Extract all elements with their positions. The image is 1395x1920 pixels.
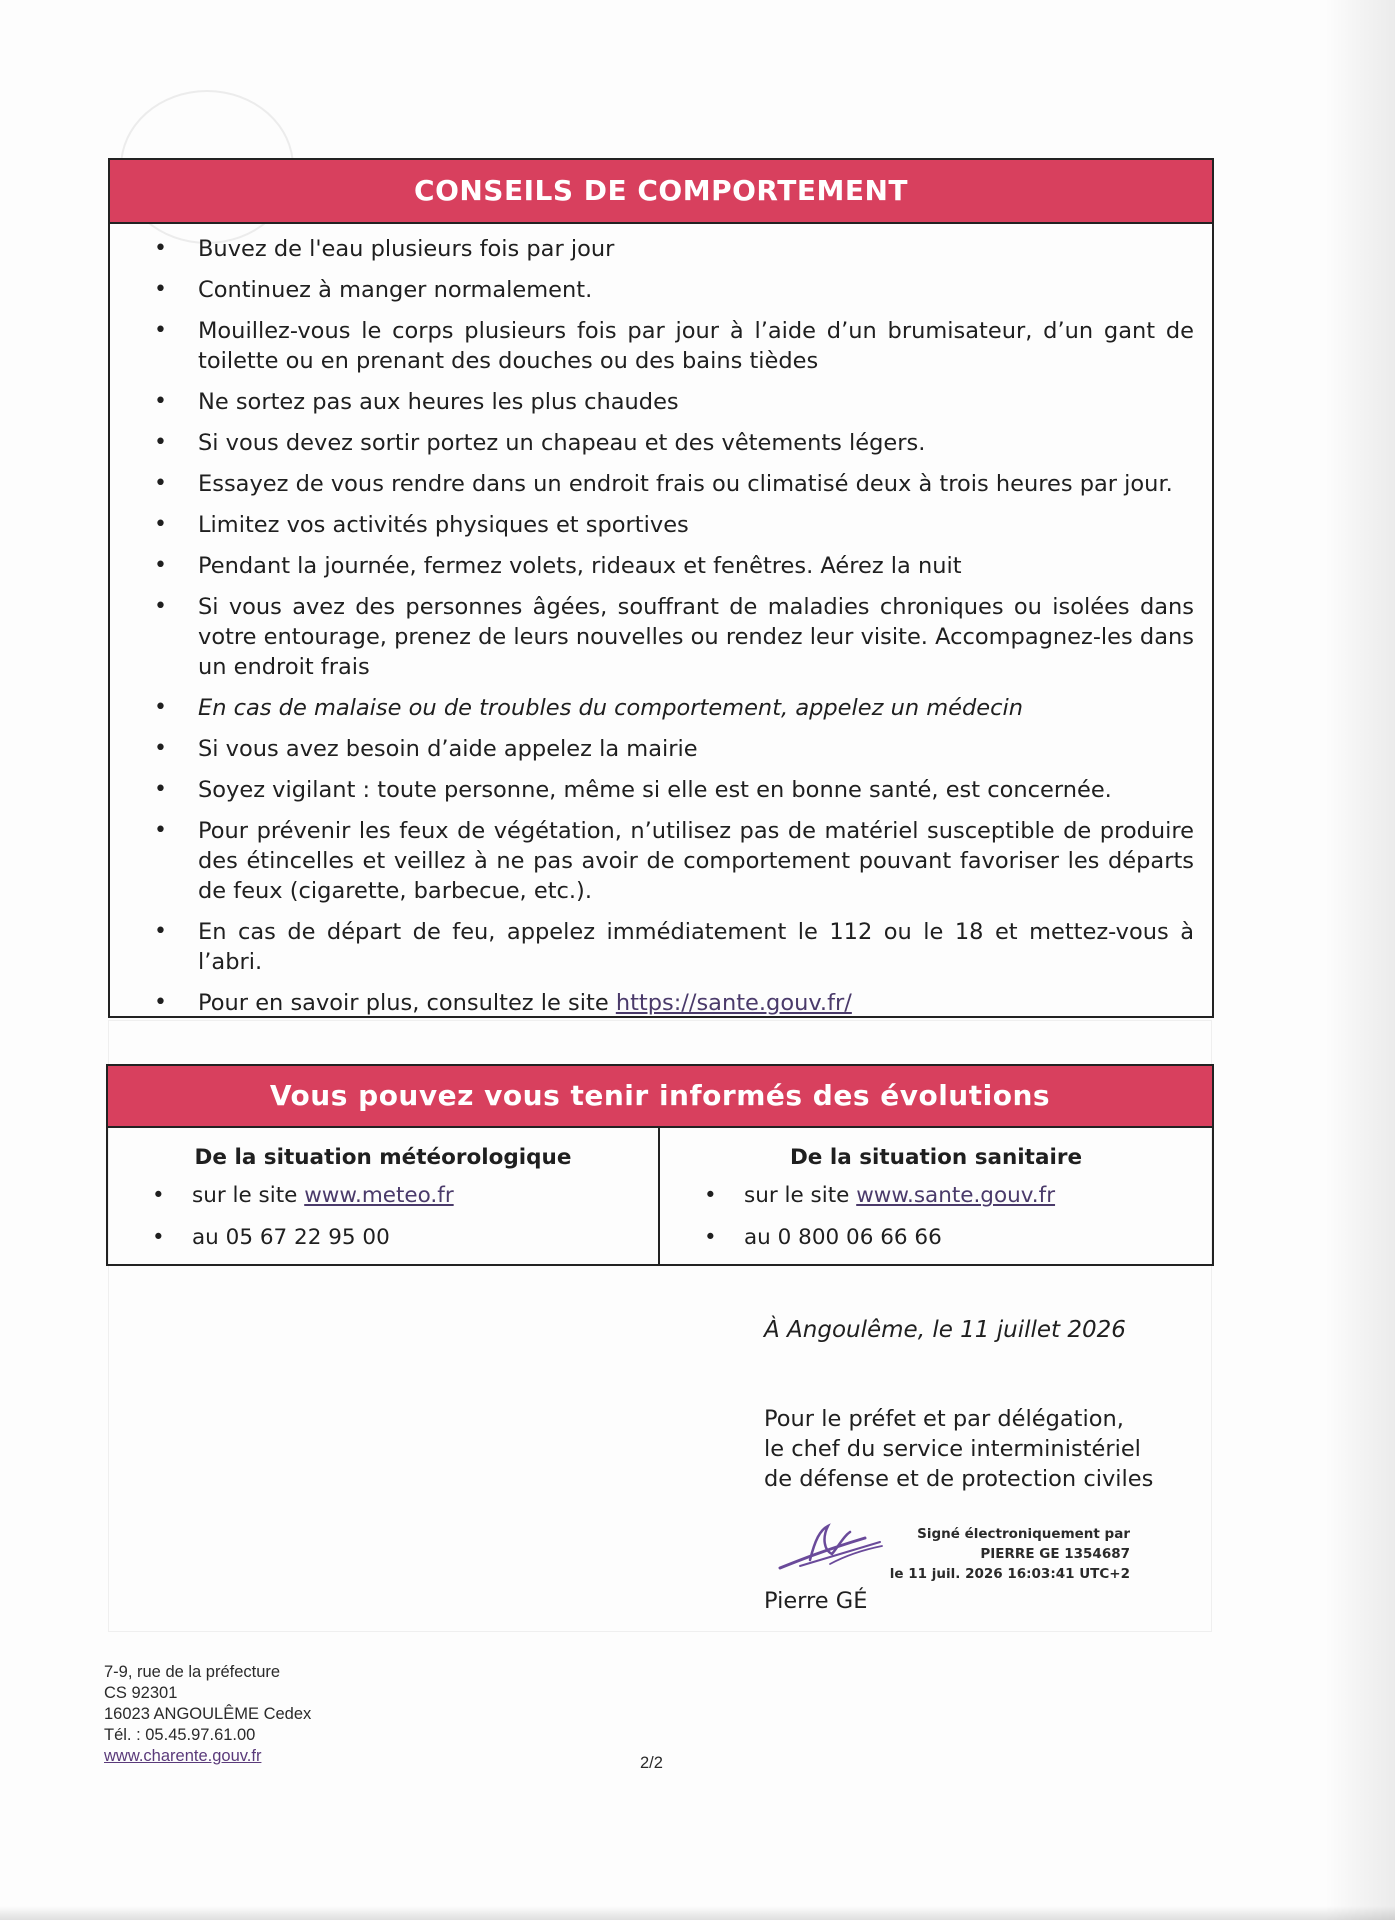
scan-edge-shadow: [1325, 0, 1395, 1920]
advice-text: Si vous avez besoin d’aide appelez la mairie: [198, 736, 698, 762]
esign-line: Signé électroniquement par: [917, 1526, 1130, 1542]
bullet-icon: •: [154, 553, 167, 578]
advice-text: En cas de malaise ou de troubles du comportement, appelez un médecin: [198, 695, 1024, 721]
bullet-icon: •: [154, 736, 167, 761]
bullet-icon: •: [154, 236, 167, 261]
bullet-icon: •: [154, 389, 167, 414]
sanitaire-site-prefix: sur le site: [744, 1183, 857, 1208]
bullet-icon: •: [154, 430, 167, 455]
authority-line: de défense et de protection civiles: [764, 1466, 1154, 1492]
bullet-icon: •: [154, 471, 167, 496]
advice-item: [110, 551, 1194, 581]
advice-list: [110, 224, 1212, 1018]
bullet-icon: •: [154, 818, 167, 843]
meteo-list: [108, 1182, 658, 1252]
bullet-icon: •: [154, 318, 167, 343]
bullet-icon: •: [154, 695, 167, 720]
evolutions-box: [106, 1064, 1214, 1266]
place-date: À Angoulême, le 11 juillet 2026: [764, 1317, 1126, 1343]
sanitaire-link[interactable]: www.sante.gouv.fr: [856, 1183, 1056, 1208]
advice-text: Limitez vos activités physiques et sportives: [198, 512, 689, 538]
signer-name: Pierre GÉ: [764, 1588, 868, 1614]
electronic-signature-note: [880, 1524, 1130, 1584]
signing-authority: [764, 1404, 1153, 1494]
meteo-link[interactable]: www.meteo.fr: [304, 1183, 454, 1208]
advice-item-more-info: [110, 988, 1194, 1018]
bullet-icon: •: [154, 777, 167, 802]
advice-text: Buvez de l'eau plusieurs fois par jour: [198, 236, 615, 262]
sante-link[interactable]: https://sante.gouv.fr/: [615, 990, 852, 1016]
bullet-icon: •: [154, 919, 167, 944]
evolutions-columns: [108, 1128, 1212, 1266]
advice-item: [110, 693, 1194, 723]
advice-item: [110, 469, 1194, 499]
sanitaire-list: [660, 1182, 1212, 1252]
advice-text: Pour prévenir les feux de végétation, n’utilisez pas de matériel susceptible de produire des étincelles et veillez à ne pas avoir de comportement pouvant favoriser les départs de feux (cigarette, barbecue, etc.).: [198, 818, 1194, 904]
sanitaire-phone-item: [660, 1224, 1212, 1252]
advice-item: [110, 387, 1194, 417]
footer-website-link[interactable]: www.charente.gouv.fr: [104, 1747, 262, 1765]
handwritten-signature: [770, 1520, 890, 1576]
advice-item: [110, 234, 1194, 264]
address-line: 7-9, rue de la préfecture: [104, 1663, 281, 1681]
advice-item: [110, 510, 1194, 540]
advice-text: Soyez vigilant : toute personne, même si elle est en bonne santé, est concernée.: [198, 777, 1112, 803]
advice-text: Si vous devez sortir portez un chapeau et des vêtements légers.: [198, 430, 926, 456]
conseils-box: [108, 158, 1214, 1018]
bullet-icon: •: [152, 1183, 165, 1208]
meteo-column: [108, 1128, 660, 1266]
esign-line: le 11 juil. 2026 16:03:41 UTC+2: [889, 1566, 1130, 1582]
meteo-phone-item: [108, 1224, 658, 1252]
advice-text: Si vous avez des personnes âgées, souffrant de maladies chroniques ou isolées dans votre entourage, prenez de leurs nouvelles ou rendez leur visite. Accompagnez-les dans un endroit frais: [198, 594, 1194, 680]
meteo-site-item: [108, 1182, 658, 1210]
sanitaire-title: De la situation sanitaire: [789, 1145, 1083, 1170]
advice-item: [110, 734, 1194, 764]
bullet-icon: •: [154, 277, 167, 302]
advice-text: Continuez à manger normalement.: [198, 277, 593, 303]
meteo-title: De la situation météorologique: [194, 1145, 572, 1170]
advice-text: En cas de départ de feu, appelez immédiatement le 112 ou le 18 et mettez-vous à l’abri.: [198, 919, 1194, 975]
page-number: 2/2: [640, 1754, 663, 1772]
sanitaire-column: [660, 1128, 1212, 1266]
advice-item: [110, 917, 1194, 977]
bullet-icon: •: [152, 1225, 165, 1250]
bullet-icon: •: [154, 512, 167, 537]
advice-item: [110, 316, 1194, 376]
sanitaire-site-item: [660, 1182, 1212, 1210]
advice-item: [110, 816, 1194, 906]
scan-bottom-shadow: [0, 1906, 1395, 1920]
advice-text: Mouillez-vous le corps plusieurs fois par jour à l’aide d’un brumisateur, d’un gant de toilette ou en prenant des douches ou des bains tièdes: [198, 318, 1194, 374]
bullet-icon: •: [704, 1225, 717, 1250]
bullet-icon: •: [154, 594, 167, 619]
footer-address: [104, 1662, 311, 1767]
conseils-title: CONSEILS DE COMPORTEMENT: [110, 160, 1212, 224]
evolutions-title: Vous pouvez vous tenir informés des évolutions: [108, 1066, 1212, 1128]
sanitaire-phone: au 0 800 06 66 66: [744, 1225, 942, 1250]
meteo-site-prefix: sur le site: [192, 1183, 305, 1208]
bullet-icon: •: [704, 1183, 717, 1208]
address-line: Tél. : 05.45.97.61.00: [104, 1726, 256, 1744]
address-line: 16023 ANGOULÊME Cedex: [104, 1705, 312, 1723]
advice-item: [110, 592, 1194, 682]
esign-line: PIERRE GE 1354687: [980, 1546, 1130, 1562]
authority-line: le chef du service interministériel: [764, 1436, 1141, 1462]
advice-item: [110, 275, 1194, 305]
advice-text: Pendant la journée, fermez volets, rideaux et fenêtres. Aérez la nuit: [198, 553, 962, 579]
address-line: CS 92301: [104, 1684, 178, 1702]
advice-item: [110, 428, 1194, 458]
advice-text: Ne sortez pas aux heures les plus chaudes: [198, 389, 679, 415]
meteo-phone: au 05 67 22 95 00: [192, 1225, 390, 1250]
more-info-prefix: Pour en savoir plus, consultez le site: [198, 990, 616, 1016]
advice-item: [110, 775, 1194, 805]
bullet-icon: •: [154, 990, 167, 1015]
authority-line: Pour le préfet et par délégation,: [764, 1406, 1124, 1432]
advice-text: Essayez de vous rendre dans un endroit frais ou climatisé deux à trois heures par jour.: [198, 471, 1173, 497]
